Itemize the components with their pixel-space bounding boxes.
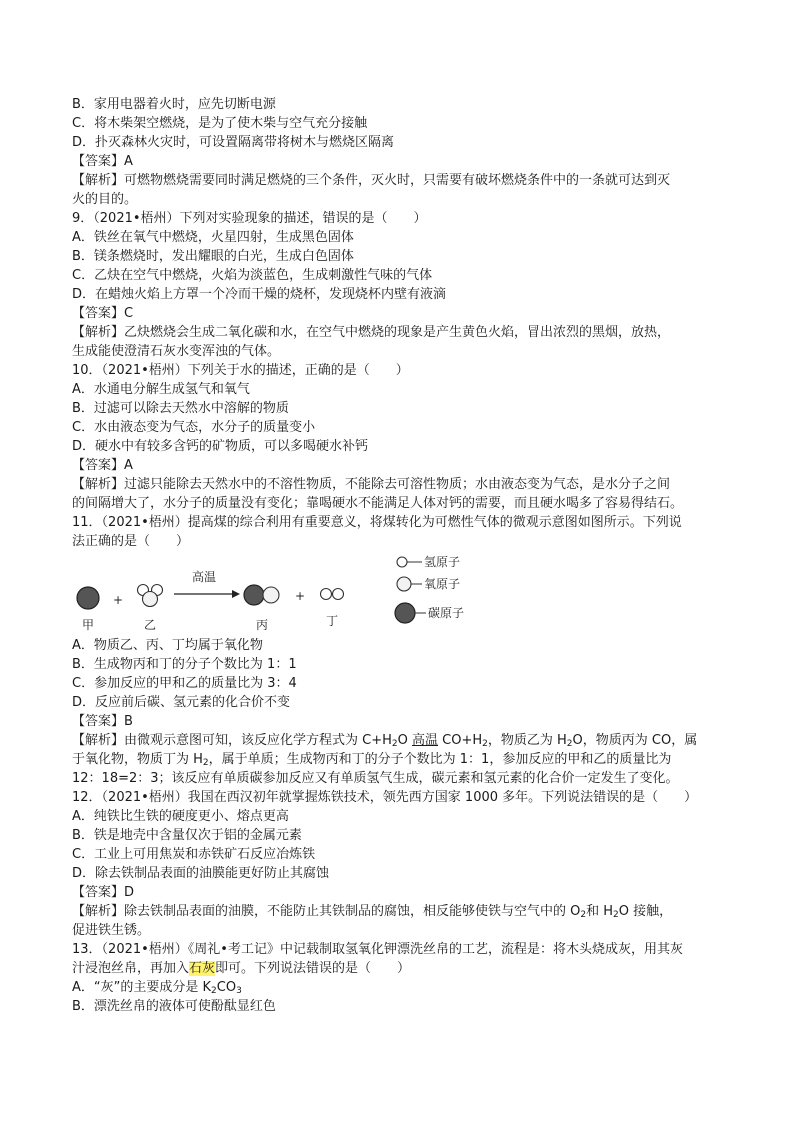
q9-analysis-line2: 生成能使澄清石灰水变浑浊的气体。 bbox=[72, 344, 281, 359]
q13-option-b: B．漂洗丝帛的液体可使酚酞显红色 bbox=[72, 999, 276, 1014]
legend-oxygen-icon bbox=[397, 577, 411, 591]
plus-sign-1: + bbox=[112, 593, 124, 607]
q8-answer: 【答案】A bbox=[72, 154, 133, 169]
arrow-head bbox=[232, 590, 240, 598]
water-oxygen-atom bbox=[143, 592, 158, 607]
q9-option-b: B．镁条燃烧时，发出耀眼的白光，生成白色固体 bbox=[72, 249, 354, 264]
condition-label: 高温 bbox=[191, 570, 217, 584]
q8-option-c: C．将木柴架空燃烧，是为了使木柴与空气充分接触 bbox=[72, 116, 368, 131]
q9-option-d: D．在蜡烛火焰上方罩一个冷而干燥的烧杯，发现烧杯内壁有液滴 bbox=[72, 287, 447, 302]
q12-option-b: B．铁是地壳中含量仅次于铝的金属元素 bbox=[72, 828, 302, 843]
label-yi: 乙 bbox=[143, 618, 157, 632]
q10-option-d: D．硬水中有较多含钙的矿物质，可以多喝硬水补钙 bbox=[72, 439, 369, 454]
q11-stem-line2: 法正确的是（ ） bbox=[72, 534, 190, 549]
highlighted-text: 石灰 bbox=[189, 961, 216, 976]
q9-option-a: A．铁丝在氧气中燃烧，火星四射，生成黑色固体 bbox=[72, 230, 354, 245]
legend-hydrogen-label: 氢原子 bbox=[424, 555, 461, 569]
q11-option-d: D．反应前后碳、氢元素的化合价不变 bbox=[72, 695, 291, 710]
q12-analysis-line1: 【解析】除去铁制品表面的油膜，不能防止其铁制品的腐蚀，相反能够使铁与空气中的 $O_2$和 $H_2O$ 接触， bbox=[72, 904, 673, 920]
q9-stem: 9．（2021•梧州）下列对实验现象的描述，错误的是（ ） bbox=[72, 211, 427, 226]
label-ding: 丁 bbox=[325, 614, 339, 628]
label-bing: 丙 bbox=[255, 618, 269, 632]
q13-stem-line1: 13．（2021•梧州）《周礼•考工记》中记载制取氢氧化钾漂洗丝帛的工艺，流程是：将木头烧成灰，用其灰 bbox=[72, 942, 683, 957]
q10-analysis-line1: 【解析】过滤只能除去天然水中的不溶性物质，不能除去可溶性物质；水由液态变为气态，是水分子之间 bbox=[72, 477, 671, 492]
q12-option-c: C．工业上可用焦炭和赤铁矿石反应冶炼铁 bbox=[72, 847, 316, 862]
q11-analysis-line1: 【解析】由微观示意图可知，该反应化学方程式为 $C+H_2O$ 高温 $CO+H_2$，物质乙为 $H_2O$，物质丙为 CO，属 bbox=[72, 733, 698, 749]
q13-option-a: A．“灰”的主要成分是 $K_2CO_3$ bbox=[72, 980, 242, 996]
q11-option-c: C．参加反应的甲和乙的质量比为 3：4 bbox=[72, 676, 297, 691]
q11-analysis-line3: 12：18=2：3；该反应有单质碳参加反应又有单质氢气生成，碳元素和氢元素的化合价一定发生了变化。 bbox=[72, 771, 679, 786]
product-oxygen-atom bbox=[263, 587, 279, 603]
label-jia: 甲 bbox=[81, 618, 95, 632]
q8-option-b: B．家用电器着火时，应先切断电源 bbox=[72, 97, 276, 112]
hydrogen-molecule-atom-1 bbox=[321, 589, 332, 600]
q9-analysis-line1: 【解析】乙炔燃烧会生成二氧化碳和水，在空气中燃烧的现象是产生黄色火焰，冒出浓烈的黑烟，放热， bbox=[72, 325, 671, 340]
q11-answer: 【答案】B bbox=[72, 714, 133, 729]
q13-stem-line2: 汁浸泡丝帛，再加入石灰即可。下列说法错误的是（ ） bbox=[72, 961, 411, 976]
q11-analysis-line2: 于氧化物，物质丁为 $H_2$，属于单质；生成物丙和丁的分子个数比为 1：1，参加反应的甲和乙的质量比为 bbox=[72, 752, 672, 768]
q10-stem: 10．（2021•梧州）下列关于水的描述，正确的是（ ） bbox=[72, 363, 409, 378]
q10-answer: 【答案】A bbox=[72, 458, 133, 473]
q11-option-a: A．物质乙、丙、丁均属于氧化物 bbox=[72, 638, 263, 653]
q9-option-c: C．乙炔在空气中燃烧，火焰为淡蓝色，生成刺激性气味的气体 bbox=[72, 268, 433, 283]
q11-option-b: B．生成物丙和丁的分子个数比为 1：1 bbox=[72, 657, 297, 672]
q12-analysis-line2: 促进铁生锈。 bbox=[72, 923, 151, 938]
product-carbon-atom bbox=[244, 585, 264, 605]
plus-sign-2: + bbox=[294, 589, 306, 603]
q12-answer: 【答案】D bbox=[72, 885, 135, 900]
q12-option-d: D．除去铁制品表面的油膜能更好防止其腐蚀 bbox=[72, 866, 330, 881]
q11-stem-line1: 11．（2021•梧州）提高煤的综合利用有重要意义，将煤转化为可燃性气体的微观示意图如图所示。下列说 bbox=[72, 515, 682, 530]
legend-hydrogen-icon bbox=[397, 557, 407, 567]
q8-analysis-line1: 【解析】可燃物燃烧需要同时满足燃烧的三个条件，灭火时，只需要有破坏燃烧条件中的一条就可达到灭 bbox=[72, 173, 671, 188]
q12-stem: 12．（2021•梧州）我国在西汉初年就掌握炼铁技术，领先西方国家 1000 多年。下列说法错误的是（ ） bbox=[72, 790, 698, 805]
q8-analysis-line2: 火的目的。 bbox=[72, 192, 138, 207]
hydrogen-molecule-atom-2 bbox=[333, 589, 344, 600]
q9-answer: 【答案】C bbox=[72, 306, 134, 321]
q12-option-a: A．纯铁比生铁的硬度更小、熔点更高 bbox=[72, 809, 289, 824]
q8-option-d: D．扑灭森林火灾时，可设置隔离带将树木与燃烧区隔离 bbox=[72, 135, 395, 150]
q10-option-b: B．过滤可以除去天然水中溶解的物质 bbox=[72, 401, 289, 416]
condition-high-temp: 高温 bbox=[412, 733, 439, 748]
q10-option-c: C．水由液态变为气态，水分子的质量变小 bbox=[72, 420, 316, 435]
reaction-microscopic-diagram bbox=[70, 553, 490, 635]
reactant-carbon-atom bbox=[77, 587, 99, 609]
legend-oxygen-label: 氧原子 bbox=[424, 577, 461, 591]
q10-option-a: A．水通电分解生成氢气和氧气 bbox=[72, 382, 250, 397]
legend-carbon-icon bbox=[395, 603, 415, 623]
legend-carbon-label: 碳原子 bbox=[428, 606, 465, 620]
q10-analysis-line2: 的间隔增大了，水分子的质量没有变化；靠喝硬水不能满足人体对钙的需要，而且硬水喝多了容易得结石。 bbox=[72, 496, 684, 511]
